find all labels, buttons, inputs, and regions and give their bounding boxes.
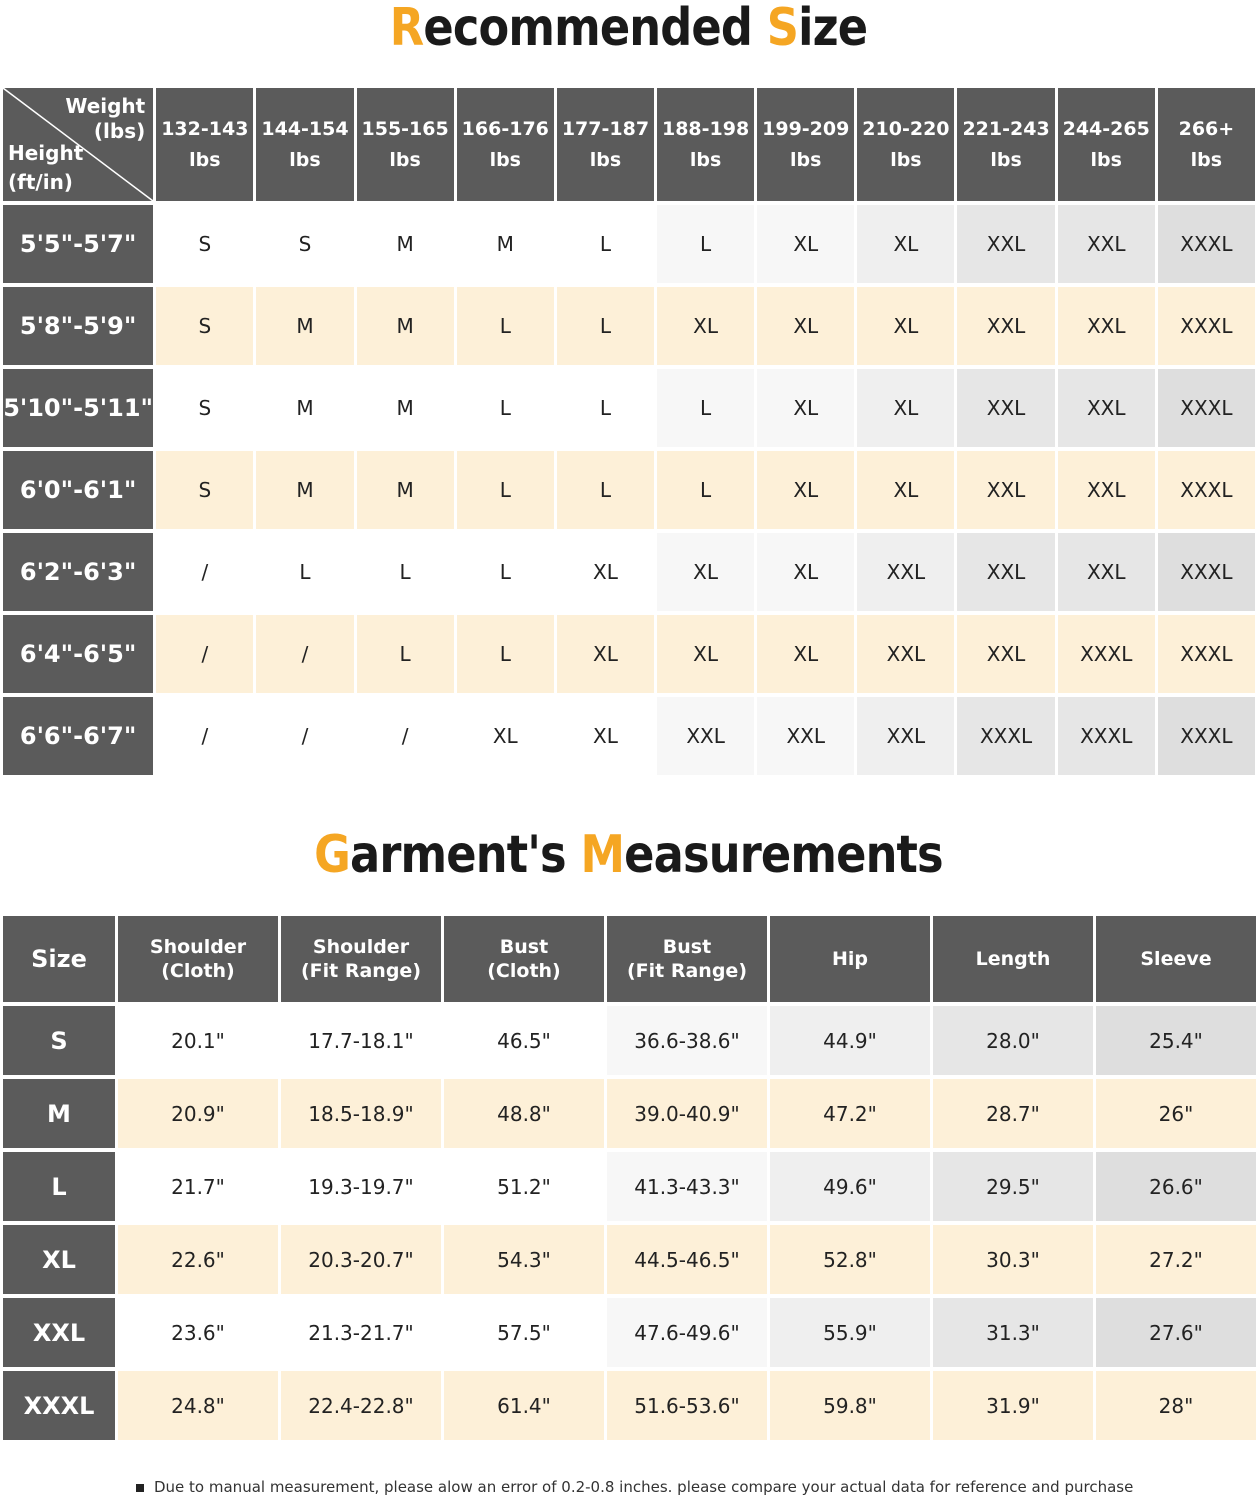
- recommended-size-cell: XL: [457, 697, 554, 775]
- weight-column-header: [557, 88, 654, 201]
- header-line: Size: [31, 944, 87, 973]
- weight-column-header: [857, 88, 954, 201]
- weight-column-header: [657, 88, 754, 201]
- weight-range-label: 188-198: [661, 117, 750, 140]
- measurement-cell: 28.7": [933, 1079, 1093, 1148]
- recommended-size-cell: XL: [757, 287, 854, 365]
- recommended-size-cell: L: [357, 533, 454, 611]
- recommended-size-cell: M: [357, 369, 454, 447]
- measurement-cell: 28": [1096, 1371, 1256, 1440]
- measurement-cell: 26": [1096, 1079, 1256, 1148]
- measurement-column-header: [444, 916, 604, 1002]
- recommended-size-cell: M: [357, 451, 454, 529]
- recommended-size-cell: XXL: [857, 533, 954, 611]
- weight-column-header: [1058, 88, 1155, 201]
- recommended-size-cell: XL: [857, 287, 954, 365]
- recommended-size-cell: XL: [757, 369, 854, 447]
- measurement-cell: 41.3-43.3": [607, 1152, 767, 1221]
- recommended-size-cell: L: [657, 369, 754, 447]
- recommended-size-cell: XL: [857, 205, 954, 283]
- recommended-size-cell: /: [256, 697, 353, 775]
- recommended-size-table: [0, 84, 1257, 779]
- size-table-row: [3, 287, 1255, 365]
- header-subline: (Cloth): [161, 960, 235, 982]
- recommended-size-cell: S: [156, 369, 253, 447]
- size-table-row: [3, 533, 1255, 611]
- height-label: Height: [8, 141, 84, 165]
- recommended-size-cell: M: [357, 287, 454, 365]
- footnote: [136, 1478, 1133, 1496]
- recommended-size-cell: /: [156, 697, 253, 775]
- title-text: ize: [798, 0, 868, 58]
- recommended-size-cell: XL: [757, 615, 854, 693]
- measurement-cell: 57.5": [444, 1298, 604, 1367]
- height-unit-label: (ft/in): [8, 170, 73, 194]
- measurements-header-row: [3, 916, 1256, 1002]
- weight-unit-label: lbs: [689, 148, 722, 171]
- recommended-size-cell: XXL: [1058, 369, 1155, 447]
- recommended-size-cell: S: [156, 205, 253, 283]
- weight-unit-label: lbs: [289, 148, 321, 171]
- recommended-size-cell: XL: [557, 615, 654, 693]
- measurement-column-header: [118, 916, 278, 1002]
- measurement-row: [3, 1225, 1256, 1294]
- title-text: ecommended: [423, 0, 767, 58]
- recommended-size-cell: XXXL: [1158, 369, 1255, 447]
- recommended-size-cell: L: [557, 205, 654, 283]
- size-row-header: XXL: [3, 1298, 115, 1367]
- recommended-size-cell: M: [256, 287, 353, 365]
- recommended-size-cell: XL: [557, 533, 654, 611]
- recommended-size-cell: M: [256, 451, 353, 529]
- size-row-header: L: [3, 1152, 115, 1221]
- size-row-header: XXXL: [3, 1371, 115, 1440]
- recommended-size-cell: S: [156, 287, 253, 365]
- recommended-size-cell: /: [357, 697, 454, 775]
- header-line: Length: [975, 947, 1051, 970]
- title-text: easurements: [624, 825, 943, 885]
- weight-range-label: 210-220: [862, 117, 950, 140]
- header-subline: (Fit Range): [300, 960, 422, 982]
- weight-unit-label: lbs: [790, 148, 822, 171]
- measurement-cell: 47.2": [770, 1079, 930, 1148]
- measurement-cell: 51.2": [444, 1152, 604, 1221]
- measurement-cell: 54.3": [444, 1225, 604, 1294]
- weight-range-label: 244-265: [1062, 117, 1150, 140]
- weight-column-header: [757, 88, 854, 201]
- recommended-size-cell: XL: [657, 615, 754, 693]
- recommended-size-cell: XXL: [657, 697, 754, 775]
- weight-range-label: 132-143: [161, 117, 249, 140]
- recommended-size-cell: XXL: [957, 615, 1054, 693]
- size-chart-title: [88, 0, 1169, 58]
- measurement-cell: 20.3-20.7": [281, 1225, 441, 1294]
- measurement-cell: 31.9": [933, 1371, 1093, 1440]
- measurement-cell: 47.6-49.6": [607, 1298, 767, 1367]
- recommended-size-cell: XXL: [857, 697, 954, 775]
- recommended-size-cell: XXXL: [1158, 615, 1255, 693]
- recommended-size-cell: L: [657, 451, 754, 529]
- measurement-cell: 17.7-18.1": [281, 1006, 441, 1075]
- measurement-cell: 20.9": [118, 1079, 278, 1148]
- recommended-size-cell: /: [256, 615, 353, 693]
- recommended-size-cell: XXL: [957, 533, 1054, 611]
- measurement-cell: 48.8": [444, 1079, 604, 1148]
- recommended-size-cell: L: [557, 287, 654, 365]
- weight-unit-label: lbs: [389, 148, 421, 171]
- garment-measurements-table: [0, 912, 1257, 1444]
- recommended-size-cell: XL: [557, 697, 654, 775]
- height-row-header: 6'6"-6'7": [3, 697, 153, 775]
- size-row-header: M: [3, 1079, 115, 1148]
- weight-unit-label: lbs: [890, 148, 922, 171]
- measurement-cell: 25.4": [1096, 1006, 1256, 1075]
- weight-range-label: 221-243: [962, 117, 1050, 140]
- measurement-cell: 23.6": [118, 1298, 278, 1367]
- size-column-header: [3, 916, 115, 1002]
- weight-column-header: [256, 88, 353, 201]
- measurement-cell: 44.9": [770, 1006, 930, 1075]
- recommended-size-cell: XXL: [1058, 287, 1155, 365]
- size-row-header: XL: [3, 1225, 115, 1294]
- title-accent-letter: G: [314, 825, 351, 885]
- size-table-row: [3, 615, 1255, 693]
- recommended-size-cell: XXXL: [1158, 697, 1255, 775]
- recommended-size-cell: /: [156, 533, 253, 611]
- measurement-cell: 20.1": [118, 1006, 278, 1075]
- recommended-size-cell: XXXL: [1158, 205, 1255, 283]
- measurement-cell: 59.8": [770, 1371, 930, 1440]
- header-line: Shoulder: [149, 936, 247, 958]
- measurement-cell: 52.8": [770, 1225, 930, 1294]
- measurement-row: [3, 1371, 1256, 1440]
- weight-unit-label: lbs: [1190, 148, 1223, 171]
- recommended-size-cell: L: [457, 451, 554, 529]
- measurement-row: [3, 1298, 1256, 1367]
- measurement-cell: 29.5": [933, 1152, 1093, 1221]
- recommended-size-cell: XL: [757, 205, 854, 283]
- recommended-size-cell: L: [657, 205, 754, 283]
- measurement-cell: 18.5-18.9": [281, 1079, 441, 1148]
- measurement-cell: 22.6": [118, 1225, 278, 1294]
- measurement-cell: 21.3-21.7": [281, 1298, 441, 1367]
- weight-unit-label: lbs: [990, 148, 1022, 171]
- weight-column-header: [457, 88, 554, 201]
- measurement-cell: 19.3-19.7": [281, 1152, 441, 1221]
- size-table-row: [3, 697, 1255, 775]
- weight-range-label: 155-165: [361, 117, 449, 140]
- measurement-cell: 49.6": [770, 1152, 930, 1221]
- title-text: arment's: [350, 825, 581, 885]
- measurement-row: [3, 1079, 1256, 1148]
- measurement-column-header: [770, 916, 930, 1002]
- recommended-size-cell: XL: [757, 451, 854, 529]
- height-row-header: 6'4"-6'5": [3, 615, 153, 693]
- measurement-row: [3, 1006, 1256, 1075]
- height-axis-label: [8, 139, 83, 197]
- weight-unit-label: lbs: [589, 148, 622, 171]
- recommended-size-cell: XXXL: [1058, 697, 1155, 775]
- measurement-cell: 21.7": [118, 1152, 278, 1221]
- size-row-header: S: [3, 1006, 115, 1075]
- weight-unit-label: lbs: [489, 148, 521, 171]
- recommended-size-cell: XXL: [957, 369, 1054, 447]
- recommended-size-cell: L: [557, 369, 654, 447]
- title-accent-letter: S: [766, 0, 799, 58]
- height-row-header: 5'8"-5'9": [3, 287, 153, 365]
- measurement-cell: 22.4-22.8": [281, 1371, 441, 1440]
- title-accent-letter: M: [580, 825, 625, 885]
- measurements-title: [88, 825, 1169, 885]
- recommended-size-cell: XXXL: [1058, 615, 1155, 693]
- recommended-size-cell: L: [256, 533, 353, 611]
- recommended-size-cell: L: [457, 287, 554, 365]
- size-table-header-row: [3, 88, 1255, 201]
- size-table-row: [3, 451, 1255, 529]
- recommended-size-cell: L: [457, 369, 554, 447]
- height-row-header: 6'0"-6'1": [3, 451, 153, 529]
- weight-column-header: [156, 88, 253, 201]
- measurement-column-header: [607, 916, 767, 1002]
- weight-range-label: 266+: [1178, 117, 1235, 140]
- recommended-size-cell: /: [156, 615, 253, 693]
- measurement-cell: 31.3": [933, 1298, 1093, 1367]
- recommended-size-cell: L: [457, 615, 554, 693]
- height-weight-corner-cell: [3, 88, 153, 201]
- measurement-cell: 44.5-46.5": [607, 1225, 767, 1294]
- weight-column-header: [1158, 88, 1255, 201]
- recommended-size-cell: XL: [857, 451, 954, 529]
- recommended-size-cell: XXL: [957, 205, 1054, 283]
- recommended-size-cell: M: [357, 205, 454, 283]
- measurement-cell: 39.0-40.9": [607, 1079, 767, 1148]
- measurement-column-header: [933, 916, 1093, 1002]
- weight-unit-label: lbs: [189, 148, 221, 171]
- weight-range-label: 199-209: [762, 117, 850, 140]
- measurement-cell: 30.3": [933, 1225, 1093, 1294]
- header-line: Bust: [499, 936, 549, 958]
- weight-unit-label: (lbs): [93, 119, 146, 143]
- recommended-size-cell: M: [457, 205, 554, 283]
- recommended-size-cell: XXL: [1058, 205, 1155, 283]
- recommended-size-cell: XXXL: [1158, 451, 1255, 529]
- recommended-size-cell: XXL: [857, 615, 954, 693]
- weight-label: Weight: [65, 94, 146, 118]
- measurement-cell: 27.6": [1096, 1298, 1256, 1367]
- measurement-cell: 26.6": [1096, 1152, 1256, 1221]
- measurement-cell: 61.4": [444, 1371, 604, 1440]
- height-row-header: 5'10"-5'11": [3, 369, 153, 447]
- recommended-size-cell: XL: [857, 369, 954, 447]
- header-line: Bust: [662, 936, 712, 958]
- title-accent-letter: R: [389, 0, 424, 58]
- measurement-cell: 51.6-53.6": [607, 1371, 767, 1440]
- measurement-row: [3, 1152, 1256, 1221]
- recommended-size-cell: XXL: [1058, 533, 1155, 611]
- measurement-cell: 36.6-38.6": [607, 1006, 767, 1075]
- weight-column-header: [357, 88, 454, 201]
- recommended-size-cell: L: [557, 451, 654, 529]
- recommended-size-cell: M: [256, 369, 353, 447]
- header-line: Shoulder: [312, 936, 410, 958]
- recommended-size-cell: XXL: [957, 451, 1054, 529]
- bullet-icon: [136, 1484, 144, 1492]
- header-line: Sleeve: [1140, 947, 1212, 970]
- header-subline: (Fit Range): [626, 960, 748, 982]
- size-table-row: [3, 205, 1255, 283]
- measurement-column-header: [281, 916, 441, 1002]
- measurement-column-header: [1096, 916, 1256, 1002]
- measurement-cell: 46.5": [444, 1006, 604, 1075]
- recommended-size-cell: L: [457, 533, 554, 611]
- recommended-size-cell: XXXL: [1158, 533, 1255, 611]
- weight-axis-label: [65, 94, 145, 144]
- header-line: Hip: [831, 947, 868, 970]
- weight-range-label: 177-187: [561, 117, 650, 140]
- measurement-cell: 27.2": [1096, 1225, 1256, 1294]
- size-table-row: [3, 369, 1255, 447]
- recommended-size-cell: XXL: [757, 697, 854, 775]
- measurement-cell: 24.8": [118, 1371, 278, 1440]
- recommended-size-cell: XL: [757, 533, 854, 611]
- recommended-size-cell: XL: [657, 533, 754, 611]
- weight-unit-label: lbs: [1090, 148, 1122, 171]
- header-subline: (Cloth): [487, 960, 561, 982]
- recommended-size-cell: S: [156, 451, 253, 529]
- recommended-size-cell: XXL: [1058, 451, 1155, 529]
- recommended-size-cell: XL: [657, 287, 754, 365]
- height-row-header: 5'5"-5'7": [3, 205, 153, 283]
- measurement-cell: 28.0": [933, 1006, 1093, 1075]
- measurement-cell: 55.9": [770, 1298, 930, 1367]
- recommended-size-cell: XXXL: [1158, 287, 1255, 365]
- weight-column-header: [957, 88, 1054, 201]
- recommended-size-cell: L: [357, 615, 454, 693]
- weight-range-label: 144-154: [261, 117, 349, 140]
- height-row-header: 6'2"-6'3": [3, 533, 153, 611]
- footnote-text: Due to manual measurement, please alow an error of 0.2-0.8 inches. please compare your actual data for reference and purchase: [154, 1478, 1134, 1496]
- recommended-size-cell: S: [256, 205, 353, 283]
- weight-range-label: 166-176: [461, 117, 549, 140]
- recommended-size-cell: XXXL: [957, 697, 1054, 775]
- recommended-size-cell: XXL: [957, 287, 1054, 365]
